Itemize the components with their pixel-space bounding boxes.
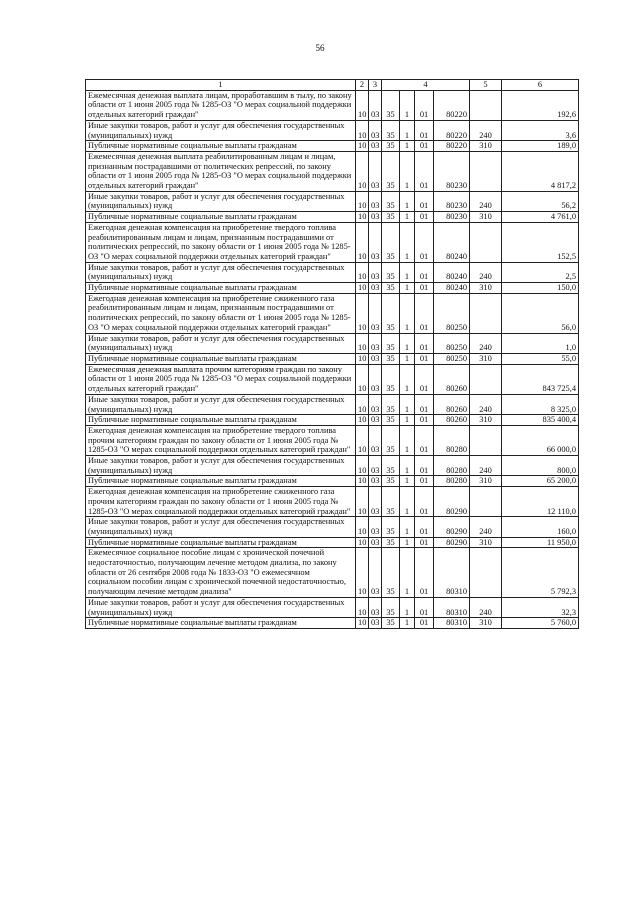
amount-cell: 152,5 [502,222,579,262]
table-row [86,141,579,152]
subsection-code-cell: 03 [369,262,382,282]
target-code-subprogram-cell: 1 [400,548,415,598]
row-name-cell: Иные закупки товаров, работ и услуг для обеспечения государственных (муниципальных) нужд [86,517,356,537]
row-name-cell: Публичные нормативные социальные выплаты гражданам [86,283,356,294]
target-code-event-cell: 01 [415,517,434,537]
target-code-event-cell: 01 [415,151,434,191]
target-code-event-cell: 01 [415,364,434,394]
section-code-cell: 10 [356,425,369,455]
page-number: 56 [315,43,325,53]
target-code-subprogram-cell: 1 [400,456,415,476]
section-code-cell: 10 [356,120,369,140]
expense-type-cell [470,151,502,191]
expense-type-cell [470,425,502,455]
subsection-code-cell: 03 [369,333,382,353]
section-code-cell: 10 [356,548,369,598]
table-row [86,425,579,455]
subsection-code-cell: 03 [369,487,382,517]
row-name-cell: Публичные нормативные социальные выплаты гражданам [86,415,356,426]
target-code-direction-cell: 80280 [434,456,470,476]
section-code-cell: 10 [356,364,369,394]
target-code-event-cell: 01 [415,597,434,617]
subsection-code-cell: 03 [369,222,382,262]
table-row [86,394,579,414]
target-code-event-cell: 01 [415,120,434,140]
target-code-direction-cell: 80220 [434,141,470,152]
section-code-cell: 10 [356,476,369,487]
target-code-subprogram-cell: 1 [400,151,415,191]
target-code-program-cell: 35 [382,262,400,282]
header-cell-2: 2 [356,80,369,91]
target-code-program-cell: 35 [382,353,400,364]
target-code-direction-cell: 80280 [434,476,470,487]
row-name-cell: Иные закупки товаров, работ и услуг для обеспечения государственных (муниципальных) нужд [86,191,356,211]
target-code-direction-cell: 80240 [434,222,470,262]
expense-type-cell [470,222,502,262]
target-code-program-cell: 35 [382,548,400,598]
section-code-cell: 10 [356,537,369,548]
target-code-direction-cell: 80290 [434,537,470,548]
expense-type-cell [470,364,502,394]
target-code-subprogram-cell: 1 [400,353,415,364]
expense-type-cell: 240 [470,262,502,282]
target-code-program-cell: 35 [382,120,400,140]
expense-type-cell [470,90,502,120]
section-code-cell: 10 [356,517,369,537]
table-row [86,476,579,487]
subsection-code-cell: 03 [369,283,382,294]
expense-type-cell: 240 [470,517,502,537]
amount-cell: 4 817,2 [502,151,579,191]
target-code-program-cell: 35 [382,283,400,294]
table-row [86,283,579,294]
target-code-subprogram-cell: 1 [400,476,415,487]
target-code-direction-cell: 80220 [434,90,470,120]
table-row [86,364,579,394]
subsection-code-cell: 03 [369,456,382,476]
section-code-cell: 10 [356,456,369,476]
header-cell-6: 6 [502,80,579,91]
row-name-cell: Ежемесячное социальное пособие лицам с хронической почечной недостаточностью, получающим лечение методом диализа, по закону области от 26 сентября 2008 года № 1833-ОЗ "О ежемесячном социальном пособии лицам с хронической почечной недостаточностью, получающим лечение методом диализа" [86,548,356,598]
target-code-subprogram-cell: 1 [400,537,415,548]
expense-type-cell: 240 [470,191,502,211]
row-name-cell: Публичные нормативные социальные выплаты гражданам [86,537,356,548]
target-code-program-cell: 35 [382,517,400,537]
target-code-program-cell: 35 [382,212,400,223]
amount-cell: 835 400,4 [502,415,579,426]
target-code-direction-cell: 80310 [434,618,470,629]
target-code-event-cell: 01 [415,548,434,598]
row-name-cell: Ежегодная денежная компенсация на приобретение сжиженного газа реабилитированным лицам и лицам, признанным пострадавшими от политических репрессий, по закону области от 1 июня 2005 года № 1285-ОЗ "О мерах социальной поддержки отдельных категорий граждан" [86,293,356,333]
target-code-direction-cell: 80310 [434,597,470,617]
target-code-event-cell: 01 [415,333,434,353]
row-name-cell: Иные закупки товаров, работ и услуг для обеспечения государственных (муниципальных) нужд [86,333,356,353]
target-code-event-cell: 01 [415,456,434,476]
header-cell-3: 3 [369,80,382,91]
target-code-program-cell: 35 [382,191,400,211]
expense-type-cell [470,548,502,598]
target-code-program-cell: 35 [382,364,400,394]
target-code-direction-cell: 80220 [434,120,470,140]
table-row [86,293,579,333]
amount-cell: 5 792,3 [502,548,579,598]
target-code-event-cell: 01 [415,283,434,294]
table-row [86,222,579,262]
target-code-subprogram-cell: 1 [400,191,415,211]
amount-cell: 1,0 [502,333,579,353]
amount-cell: 56,2 [502,191,579,211]
amount-cell: 800,0 [502,456,579,476]
table-row [86,333,579,353]
subsection-code-cell: 03 [369,517,382,537]
row-name-cell: Иные закупки товаров, работ и услуг для обеспечения государственных (муниципальных) нужд [86,120,356,140]
row-name-cell: Иные закупки товаров, работ и услуг для обеспечения государственных (муниципальных) нужд [86,394,356,414]
target-code-direction-cell: 80280 [434,425,470,455]
target-code-direction-cell: 80290 [434,517,470,537]
table-row [86,618,579,629]
expense-type-cell: 310 [470,283,502,294]
subsection-code-cell: 03 [369,364,382,394]
section-code-cell: 10 [356,415,369,426]
target-code-subprogram-cell: 1 [400,394,415,414]
table-row [86,456,579,476]
amount-cell: 150,0 [502,283,579,294]
amount-cell: 4 761,0 [502,212,579,223]
row-name-cell: Иные закупки товаров, работ и услуг для обеспечения государственных (муниципальных) нужд [86,597,356,617]
target-code-event-cell: 01 [415,90,434,120]
subsection-code-cell: 03 [369,548,382,598]
row-name-cell: Ежемесячная денежная выплата прочим категориям граждан по закону области от 1 июня 2005 года № 1285-ОЗ "О мерах социальной поддержки отдельных категорий граждан" [86,364,356,394]
table-row [86,537,579,548]
expense-type-cell: 310 [470,618,502,629]
target-code-program-cell: 35 [382,415,400,426]
target-code-subprogram-cell: 1 [400,293,415,333]
target-code-event-cell: 01 [415,425,434,455]
expense-type-cell [470,487,502,517]
target-code-direction-cell: 80240 [434,262,470,282]
target-code-program-cell: 35 [382,425,400,455]
section-code-cell: 10 [356,283,369,294]
subsection-code-cell: 03 [369,394,382,414]
section-code-cell: 10 [356,394,369,414]
target-code-subprogram-cell: 1 [400,425,415,455]
target-code-event-cell: 01 [415,141,434,152]
target-code-program-cell: 35 [382,222,400,262]
target-code-event-cell: 01 [415,476,434,487]
subsection-code-cell: 03 [369,191,382,211]
target-code-subprogram-cell: 1 [400,283,415,294]
section-code-cell: 10 [356,191,369,211]
target-code-program-cell: 35 [382,394,400,414]
expense-type-cell: 310 [470,476,502,487]
subsection-code-cell: 03 [369,597,382,617]
subsection-code-cell: 03 [369,151,382,191]
table-row [86,212,579,223]
expense-type-cell: 310 [470,353,502,364]
target-code-program-cell: 35 [382,141,400,152]
target-code-subprogram-cell: 1 [400,517,415,537]
target-code-event-cell: 01 [415,222,434,262]
target-code-subprogram-cell: 1 [400,487,415,517]
expense-type-cell: 310 [470,212,502,223]
target-code-direction-cell: 80230 [434,212,470,223]
table-body [86,90,579,628]
target-code-subprogram-cell: 1 [400,262,415,282]
row-name-cell: Публичные нормативные социальные выплаты гражданам [86,618,356,629]
target-code-subprogram-cell: 1 [400,415,415,426]
expense-type-cell: 310 [470,141,502,152]
expense-type-cell: 310 [470,537,502,548]
target-code-event-cell: 01 [415,212,434,223]
expense-type-cell: 240 [470,456,502,476]
expense-type-cell: 240 [470,394,502,414]
amount-cell: 32,3 [502,597,579,617]
target-code-direction-cell: 80310 [434,548,470,598]
table-row [86,262,579,282]
target-code-direction-cell: 80250 [434,333,470,353]
table-row [86,548,579,598]
table-row [86,120,579,140]
target-code-subprogram-cell: 1 [400,597,415,617]
amount-cell: 160,0 [502,517,579,537]
amount-cell: 8 325,0 [502,394,579,414]
expense-type-cell: 240 [470,333,502,353]
section-code-cell: 10 [356,487,369,517]
subsection-code-cell: 03 [369,425,382,455]
table-row [86,191,579,211]
row-name-cell: Ежегодная денежная компенсация на приобретение твердого топлива прочим категориям граждан по закону области от 1 июня 2005 года № 1285-ОЗ "О мерах социальной поддержки отдельных категорий граждан" [86,425,356,455]
target-code-subprogram-cell: 1 [400,364,415,394]
row-name-cell: Иные закупки товаров, работ и услуг для обеспечения государственных (муниципальных) нужд [86,456,356,476]
section-code-cell: 10 [356,212,369,223]
expense-type-cell: 310 [470,415,502,426]
section-code-cell: 10 [356,141,369,152]
target-code-direction-cell: 80250 [434,293,470,333]
row-name-cell: Публичные нормативные социальные выплаты гражданам [86,476,356,487]
target-code-direction-cell: 80250 [434,353,470,364]
expense-type-cell: 240 [470,597,502,617]
amount-cell: 843 725,4 [502,364,579,394]
target-code-event-cell: 01 [415,262,434,282]
subsection-code-cell: 03 [369,120,382,140]
target-code-program-cell: 35 [382,487,400,517]
table-row [86,353,579,364]
amount-cell: 192,6 [502,90,579,120]
subsection-code-cell: 03 [369,141,382,152]
table-row [86,597,579,617]
target-code-event-cell: 01 [415,353,434,364]
amount-cell: 189,0 [502,141,579,152]
table-row [86,90,579,120]
row-name-cell: Ежемесячная денежная выплата лицам, проработавшим в тылу, по закону области от 1 июня 2005 года № 1285-ОЗ "О мерах социальной поддержки отдельных категорий граждан" [86,90,356,120]
header-row [86,80,579,91]
expense-type-cell: 240 [470,120,502,140]
table-row [86,517,579,537]
subsection-code-cell: 03 [369,212,382,223]
target-code-subprogram-cell: 1 [400,141,415,152]
target-code-event-cell: 01 [415,191,434,211]
header-cell-5: 5 [470,80,502,91]
subsection-code-cell: 03 [369,353,382,364]
target-code-event-cell: 01 [415,415,434,426]
amount-cell: 3,6 [502,120,579,140]
target-code-program-cell: 35 [382,537,400,548]
section-code-cell: 10 [356,151,369,191]
subsection-code-cell: 03 [369,90,382,120]
table-row [86,487,579,517]
amount-cell: 65 200,0 [502,476,579,487]
row-name-cell: Ежемесячная денежная выплата реабилитированным лицам и лицам, признанным пострадавшими от политических репрессий, по закону области от 1 июня 2005 года № 1285-ОЗ "О мерах социальной поддержки отдельных категорий граждан" [86,151,356,191]
subsection-code-cell: 03 [369,415,382,426]
target-code-subprogram-cell: 1 [400,618,415,629]
target-code-direction-cell: 80260 [434,364,470,394]
table-row [86,415,579,426]
budget-table [85,79,579,629]
row-name-cell: Ежегодная денежная компенсация на приобретение твердого топлива реабилитированным лицам и лицам, признанным пострадавшими от политических репрессий, по закону области от 1 июня 2005 года № 1285-ОЗ "О мерах социальной поддержки отдельных категорий граждан" [86,222,356,262]
subsection-code-cell: 03 [369,293,382,333]
amount-cell: 55,0 [502,353,579,364]
section-code-cell: 10 [356,618,369,629]
target-code-event-cell: 01 [415,537,434,548]
section-code-cell: 10 [356,293,369,333]
section-code-cell: 10 [356,222,369,262]
target-code-direction-cell: 80260 [434,415,470,426]
row-name-cell: Публичные нормативные социальные выплаты гражданам [86,353,356,364]
row-name-cell: Публичные нормативные социальные выплаты гражданам [86,212,356,223]
target-code-event-cell: 01 [415,293,434,333]
target-code-subprogram-cell: 1 [400,120,415,140]
row-name-cell: Ежегодная денежная компенсация на приобретение сжиженного газа прочим категориям граждан по закону области от 1 июня 2005 года № 1285-ОЗ "О мерах социальной поддержки отдельных категорий граждан" [86,487,356,517]
target-code-event-cell: 01 [415,618,434,629]
target-code-subprogram-cell: 1 [400,222,415,262]
target-code-direction-cell: 80260 [434,394,470,414]
section-code-cell: 10 [356,262,369,282]
target-code-program-cell: 35 [382,293,400,333]
target-code-direction-cell: 80290 [434,487,470,517]
target-code-direction-cell: 80230 [434,191,470,211]
subsection-code-cell: 03 [369,476,382,487]
subsection-code-cell: 03 [369,537,382,548]
target-code-program-cell: 35 [382,597,400,617]
amount-cell: 2,5 [502,262,579,282]
target-code-program-cell: 35 [382,618,400,629]
header-cell-4: 4 [382,80,470,91]
target-code-event-cell: 01 [415,394,434,414]
amount-cell: 56,0 [502,293,579,333]
target-code-event-cell: 01 [415,487,434,517]
target-code-program-cell: 35 [382,90,400,120]
row-name-cell: Публичные нормативные социальные выплаты гражданам [86,141,356,152]
header-cell-1: 1 [86,80,356,91]
amount-cell: 5 760,0 [502,618,579,629]
target-code-program-cell: 35 [382,456,400,476]
target-code-direction-cell: 80240 [434,283,470,294]
subsection-code-cell: 03 [369,618,382,629]
section-code-cell: 10 [356,353,369,364]
target-code-program-cell: 35 [382,333,400,353]
target-code-direction-cell: 80230 [434,151,470,191]
row-name-cell: Иные закупки товаров, работ и услуг для обеспечения государственных (муниципальных) нужд [86,262,356,282]
target-code-program-cell: 35 [382,476,400,487]
target-code-subprogram-cell: 1 [400,212,415,223]
target-code-subprogram-cell: 1 [400,90,415,120]
amount-cell: 11 950,0 [502,537,579,548]
amount-cell: 66 000,0 [502,425,579,455]
target-code-subprogram-cell: 1 [400,333,415,353]
target-code-program-cell: 35 [382,151,400,191]
expense-type-cell [470,293,502,333]
amount-cell: 12 110,0 [502,487,579,517]
section-code-cell: 10 [356,90,369,120]
section-code-cell: 10 [356,597,369,617]
table-row [86,151,579,191]
section-code-cell: 10 [356,333,369,353]
